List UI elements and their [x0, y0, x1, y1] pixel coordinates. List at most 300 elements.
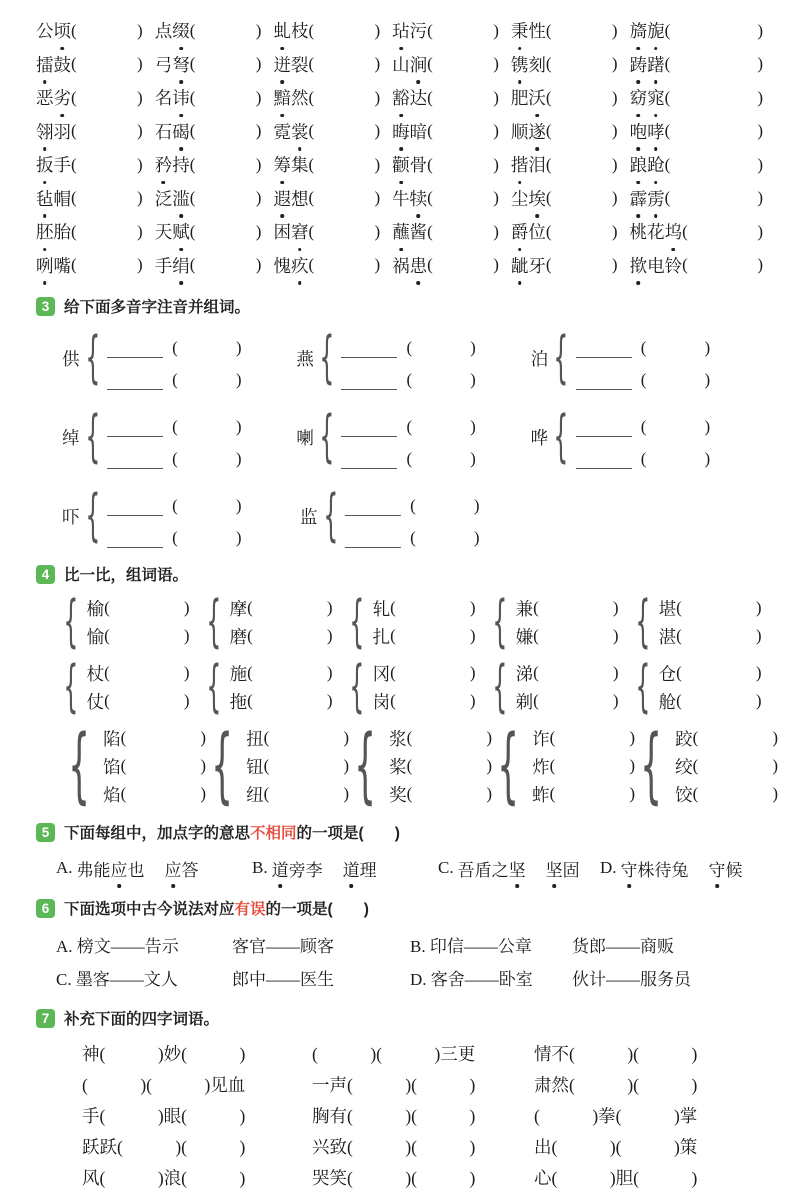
- close-paren: ): [755, 663, 762, 682]
- answer-line[interactable]: [341, 419, 397, 438]
- close-paren: ): [469, 691, 476, 710]
- open-paren: (: [692, 784, 699, 803]
- pinyin-item: [36, 119, 155, 144]
- open-paren: (: [545, 221, 552, 241]
- char: 李: [305, 860, 323, 880]
- open-paren: (: [390, 598, 396, 617]
- idiom-item[interactable]: 一声( )( ): [312, 1075, 476, 1095]
- pinyin-item: [392, 152, 511, 177]
- option-word: [343, 856, 377, 881]
- pinyin-item: [392, 119, 511, 144]
- close-paren: ): [704, 338, 711, 357]
- compare-char: 剃: [515, 691, 534, 712]
- pinyin-item: [155, 152, 274, 177]
- open-paren: (: [247, 691, 253, 710]
- option-a[interactable]: [56, 856, 252, 881]
- pinyin-item: [273, 85, 392, 110]
- option-a[interactable]: A. 榜文——告示: [56, 937, 179, 956]
- correspondence-pair: 郎中——医生: [232, 970, 334, 989]
- pinyin-row: [36, 249, 765, 283]
- word: [36, 152, 71, 177]
- open-paren: (: [640, 370, 647, 389]
- char: 名: [154, 88, 173, 109]
- brace-icon: {: [553, 404, 569, 469]
- compare-group: [62, 654, 205, 719]
- word: [36, 119, 71, 144]
- option-c[interactable]: C. 墨客——文人: [56, 970, 178, 989]
- char: 骨: [409, 155, 428, 176]
- compare-group: [348, 718, 493, 813]
- answer-line-row: [103, 752, 206, 780]
- polyphone-row: [62, 484, 765, 548]
- pinyin-item: [155, 18, 274, 43]
- answer-line-row: [107, 405, 241, 437]
- char: 恶: [36, 88, 54, 109]
- char: 应: [111, 856, 128, 881]
- char: 埃: [528, 186, 546, 211]
- open-paren: (: [427, 221, 433, 241]
- word: [392, 119, 427, 144]
- char: 坚: [509, 856, 526, 881]
- close-paren: ): [757, 221, 763, 241]
- idiom-item[interactable]: 哭笑( )( ): [312, 1168, 476, 1188]
- answer-line[interactable]: [341, 340, 397, 359]
- answer-line[interactable]: [341, 451, 397, 470]
- brace-icon: {: [84, 404, 100, 469]
- close-paren: ): [255, 255, 262, 275]
- answer-line-row: [516, 622, 619, 650]
- answer-lines: [659, 594, 762, 650]
- char: 患: [410, 253, 428, 278]
- char: 祸: [392, 255, 410, 276]
- answer-line-row: [230, 687, 333, 715]
- pinyin-item: [511, 18, 630, 43]
- word: [392, 52, 427, 77]
- answer-line-row: [87, 594, 190, 622]
- open-paren: (: [308, 121, 315, 141]
- char: 裂: [290, 54, 309, 75]
- open-paren: (: [664, 20, 671, 40]
- answer-line-row: [675, 724, 778, 752]
- open-paren: (: [545, 121, 552, 141]
- compare-group: [205, 718, 350, 813]
- word: [155, 18, 190, 43]
- polyphone-group: [296, 405, 530, 469]
- idiom-row: [82, 1131, 765, 1162]
- option-d[interactable]: D. 客舍——卧室: [410, 970, 533, 989]
- close-paren: ): [255, 221, 262, 241]
- answer-line-row: [107, 516, 241, 548]
- open-paren: (: [406, 417, 413, 436]
- close-paren: ): [611, 20, 618, 40]
- char: 待: [654, 860, 672, 880]
- brace-icon: {: [84, 483, 100, 548]
- open-paren: (: [308, 87, 315, 107]
- idiom-item[interactable]: ( )( )三更: [312, 1044, 476, 1064]
- brace-icon: {: [349, 654, 365, 719]
- char: 迸: [273, 52, 291, 77]
- char: 泪: [528, 155, 546, 176]
- option-label: D.: [600, 858, 617, 877]
- pinyin-item: [630, 253, 765, 278]
- brace-icon: {: [63, 654, 79, 719]
- word: [392, 219, 427, 244]
- answer-line[interactable]: [107, 419, 163, 438]
- close-paren: ): [137, 54, 143, 74]
- pinyin-item: [392, 85, 511, 110]
- compare-row: [62, 654, 765, 719]
- compare-char: 舱: [658, 691, 677, 712]
- idiom-item[interactable]: 情不( )( ): [534, 1044, 698, 1064]
- word: [273, 253, 308, 278]
- close-paren: ): [235, 449, 242, 468]
- idiom-item[interactable]: 出( )( )策: [534, 1137, 698, 1157]
- open-paren: (: [533, 626, 539, 645]
- answer-lines: [516, 659, 619, 715]
- option-b[interactable]: [252, 856, 438, 881]
- answer-line-row: [516, 659, 619, 687]
- close-paren: ): [469, 626, 476, 645]
- char: 肥: [510, 88, 529, 109]
- char: 应: [165, 856, 182, 881]
- close-paren: ): [255, 54, 262, 74]
- open-paren: (: [308, 188, 315, 208]
- word: [511, 152, 546, 177]
- close-paren: ): [235, 417, 242, 436]
- q6-title-post: 的一项是( ): [265, 901, 369, 918]
- open-paren: (: [545, 87, 552, 107]
- char: 豁: [392, 85, 410, 110]
- idiom-row: [82, 1069, 765, 1100]
- char: 咆: [630, 119, 648, 144]
- brace-icon: {: [206, 589, 222, 654]
- polyphone-group: [531, 405, 765, 469]
- char: 涧: [410, 52, 428, 77]
- char: 霓: [273, 121, 291, 142]
- idiom-item[interactable]: ( )拳( )掌: [534, 1106, 698, 1126]
- open-paren: (: [640, 449, 647, 468]
- polyphone-group: [531, 326, 765, 390]
- polyphone-char: 泊: [530, 348, 549, 369]
- char: 公: [36, 21, 54, 42]
- answer-line-row: [341, 326, 475, 358]
- char: 跄: [647, 152, 665, 177]
- close-paren: ): [755, 598, 762, 617]
- answer-line-row: [576, 358, 710, 390]
- word: [630, 186, 665, 211]
- answer-line[interactable]: [576, 372, 632, 391]
- open-paren: (: [427, 87, 433, 107]
- brace-icon: {: [635, 589, 651, 654]
- open-paren: (: [308, 20, 315, 40]
- pinyin-item: [155, 253, 274, 278]
- open-paren: (: [189, 54, 196, 74]
- char: 雳: [647, 186, 665, 211]
- close-paren: ): [473, 528, 480, 547]
- word: [630, 219, 683, 244]
- char: 咧: [36, 253, 54, 278]
- char: 蘸: [392, 219, 410, 244]
- open-paren: (: [664, 87, 671, 107]
- idiom-item[interactable]: 风( )浪( ): [82, 1168, 246, 1188]
- compare-char: 湛: [658, 626, 677, 647]
- close-paren: ): [183, 598, 190, 617]
- close-paren: ): [326, 663, 333, 682]
- answer-line-row: [107, 437, 241, 469]
- close-paren: ): [493, 87, 499, 107]
- option-d[interactable]: [600, 856, 763, 881]
- compare-group: [62, 589, 205, 654]
- open-paren: (: [410, 528, 416, 547]
- open-paren: (: [676, 598, 682, 617]
- close-paren: ): [255, 121, 262, 141]
- pinyin-item: [630, 18, 765, 43]
- word: [273, 219, 308, 244]
- char: 石: [154, 121, 173, 142]
- open-paren: (: [104, 598, 110, 617]
- pinyin-item: [630, 52, 765, 77]
- char: 绢: [172, 253, 190, 278]
- answer-line-row: [87, 687, 190, 715]
- pinyin-item: [36, 219, 155, 244]
- word: [36, 219, 71, 244]
- answer-line[interactable]: [107, 340, 163, 359]
- answer-line-row: [659, 659, 762, 687]
- compare-group: [348, 654, 491, 719]
- polyphone-char: 哗: [530, 427, 549, 448]
- answer-line-row: [389, 780, 492, 808]
- close-paren: ): [137, 188, 143, 208]
- pinyin-item: [155, 186, 274, 211]
- char: 虬: [273, 18, 291, 43]
- word: [511, 186, 546, 211]
- compare-char: 磨: [229, 626, 248, 647]
- char: 筹: [273, 152, 291, 177]
- close-paren: ): [493, 121, 499, 141]
- close-paren: ): [470, 370, 476, 389]
- idiom-item[interactable]: 胸有( )( ): [312, 1106, 476, 1126]
- char: 踌: [630, 52, 648, 77]
- open-paren: (: [120, 756, 127, 775]
- close-paren: ): [255, 188, 262, 208]
- close-paren: ): [757, 20, 763, 40]
- brace-icon: {: [635, 654, 651, 719]
- char: 龇: [511, 253, 529, 278]
- pinyin-item: [155, 52, 274, 77]
- close-paren: ): [611, 255, 618, 275]
- open-paren: (: [172, 338, 178, 357]
- answer-line-row: [659, 622, 762, 650]
- polyphone-group: [296, 326, 530, 390]
- q5-title: [64, 821, 400, 843]
- char: 愧: [273, 255, 291, 276]
- answer-line-row: [389, 724, 492, 752]
- answer-line[interactable]: [107, 498, 163, 517]
- compare-row: [62, 718, 779, 813]
- close-paren: ): [343, 784, 350, 803]
- word: [36, 18, 71, 43]
- brace-icon: {: [211, 718, 234, 813]
- answer-line-row: [659, 594, 762, 622]
- char: 道: [272, 856, 289, 881]
- idiom-item[interactable]: 跃跃( )( ): [82, 1137, 246, 1157]
- answer-lines: [675, 724, 778, 808]
- open-paren: (: [71, 221, 77, 241]
- answer-line[interactable]: [576, 419, 632, 438]
- char: 顷: [54, 18, 72, 43]
- char: 然: [290, 88, 309, 109]
- answer-lines: [576, 405, 710, 469]
- char: 讳: [172, 85, 190, 110]
- open-paren: (: [308, 154, 315, 174]
- answer-line-row: [107, 326, 241, 358]
- correspondence-pair: 伙计——服务员: [572, 970, 691, 989]
- pinyin-item: [511, 119, 630, 144]
- close-paren: ): [611, 54, 618, 74]
- close-paren: ): [755, 626, 762, 645]
- open-paren: (: [71, 188, 77, 208]
- char: 道: [343, 856, 360, 881]
- close-paren: ): [374, 87, 381, 107]
- answer-line-row: [345, 484, 479, 516]
- close-paren: ): [612, 598, 619, 617]
- idiom-item[interactable]: ( )( )见血: [82, 1075, 246, 1095]
- compare-char: 冈: [372, 663, 391, 684]
- open-paren: (: [71, 121, 77, 141]
- char: 沃: [528, 85, 546, 110]
- open-paren: (: [390, 626, 396, 645]
- q6-title-pre: 下面选项中古今说法对应: [64, 901, 235, 918]
- q3-header: [36, 295, 765, 317]
- open-paren: (: [545, 20, 552, 40]
- close-paren: ): [704, 449, 711, 468]
- close-paren: ): [374, 20, 381, 40]
- brace-icon: {: [492, 654, 508, 719]
- char: 擂: [36, 52, 54, 77]
- char: 性: [528, 21, 546, 42]
- close-paren: ): [493, 221, 499, 241]
- answer-line-row: [246, 752, 349, 780]
- open-paren: (: [545, 154, 552, 174]
- close-paren: ): [137, 154, 143, 174]
- open-paren: (: [172, 528, 178, 547]
- compare-group: [205, 589, 348, 654]
- char: 酱: [409, 222, 428, 243]
- option-b[interactable]: B. 印信——公章: [410, 937, 532, 956]
- word: [155, 152, 190, 177]
- open-paren: (: [189, 20, 196, 40]
- close-paren: ): [137, 255, 143, 275]
- open-paren: (: [308, 255, 315, 275]
- open-paren: (: [427, 154, 433, 174]
- polyphone-row: [62, 405, 765, 469]
- word: [511, 253, 546, 278]
- idiom-item[interactable]: 神( )妙( ): [82, 1044, 246, 1064]
- idiom-item[interactable]: 兴致( )( ): [312, 1137, 476, 1157]
- compare-char: 纽: [246, 784, 264, 805]
- answer-line[interactable]: [107, 372, 163, 391]
- word: [630, 152, 665, 177]
- pinyin-item: [155, 219, 274, 244]
- idiom-item[interactable]: 手( )眼( ): [82, 1106, 246, 1126]
- answer-lines: [576, 326, 710, 390]
- open-paren: (: [247, 598, 253, 617]
- char: 守: [621, 856, 638, 881]
- pinyin-item: [273, 219, 392, 244]
- q4-title: 比一比，组词语。: [64, 567, 189, 584]
- open-paren: (: [545, 255, 552, 275]
- compare-char: 扎: [372, 626, 391, 647]
- pinyin-item: [392, 52, 511, 77]
- polyphone-group: [300, 484, 538, 548]
- option-label: C.: [438, 858, 454, 877]
- pinyin-item: [155, 119, 274, 144]
- pinyin-row: [36, 81, 765, 115]
- answer-line[interactable]: [341, 372, 397, 391]
- char: 踉: [630, 152, 648, 177]
- answer-line[interactable]: [345, 498, 401, 517]
- close-paren: ): [757, 54, 763, 74]
- pinyin-item: [36, 152, 155, 177]
- pinyin-item: [511, 52, 630, 77]
- close-paren: ): [183, 663, 190, 682]
- brace-icon: {: [63, 589, 79, 654]
- word: [155, 219, 190, 244]
- close-paren: ): [612, 663, 619, 682]
- char: 手: [154, 255, 173, 276]
- word: [272, 861, 323, 880]
- q7-header: [36, 1007, 765, 1029]
- answer-line-row: [373, 659, 476, 687]
- close-paren: ): [629, 756, 636, 775]
- compare-char: 奖: [389, 784, 407, 805]
- pinyin-item: [511, 85, 630, 110]
- char: 点: [154, 21, 173, 42]
- answer-line[interactable]: [107, 530, 163, 549]
- answer-lines: [341, 405, 475, 469]
- close-paren: ): [611, 121, 618, 141]
- correspondence-pair: 货郎——商贩: [572, 937, 674, 956]
- idiom-item[interactable]: 肃然( )( ): [534, 1075, 698, 1095]
- option-word: [546, 856, 580, 881]
- option-c[interactable]: [438, 856, 600, 881]
- close-paren: ): [470, 338, 476, 357]
- answer-line-row: [87, 659, 190, 687]
- word: [155, 119, 190, 144]
- char: 坞: [665, 219, 683, 244]
- char: 手: [53, 155, 71, 176]
- polyphone-char: 吓: [62, 506, 80, 527]
- compare-group: [205, 654, 348, 719]
- brace-icon: {: [349, 589, 365, 654]
- option-row: [36, 961, 765, 994]
- word: [36, 85, 71, 110]
- pinyin-item: [630, 219, 765, 244]
- word: [155, 52, 190, 77]
- idiom-item[interactable]: 心( )胆( ): [534, 1168, 698, 1188]
- char: 电: [647, 255, 665, 276]
- answer-line[interactable]: [576, 340, 632, 359]
- compare-char: 蚱: [532, 784, 550, 805]
- answer-line[interactable]: [345, 530, 401, 549]
- char: 缀: [172, 18, 190, 43]
- answer-line[interactable]: [107, 451, 163, 470]
- brace-icon: {: [322, 483, 338, 548]
- answer-line[interactable]: [576, 451, 632, 470]
- polyphone-row: [62, 326, 765, 390]
- answer-line-row: [341, 405, 475, 437]
- open-paren: (: [172, 417, 178, 436]
